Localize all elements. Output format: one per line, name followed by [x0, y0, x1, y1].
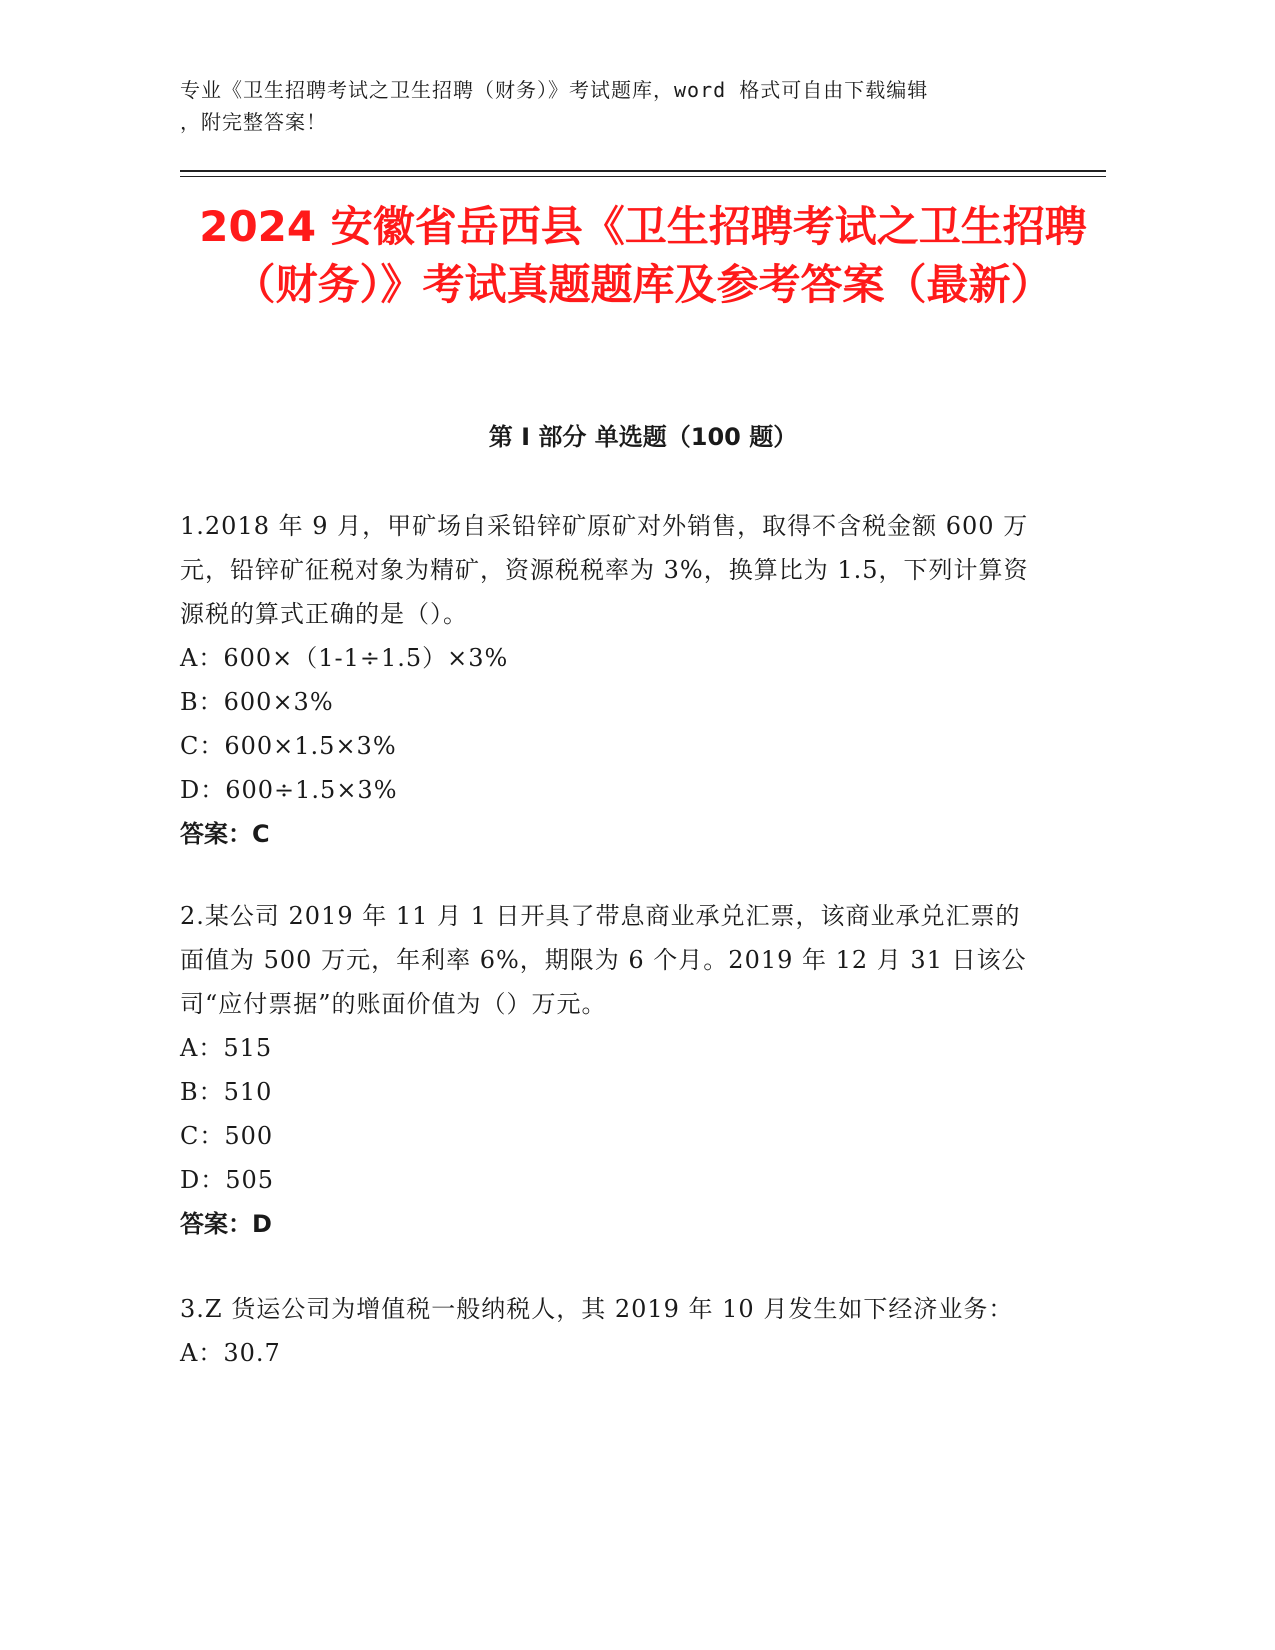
option-d: D：600÷1.5×3% [180, 776, 398, 804]
question-stem: 3.Z 货运公司为增值税一般纳税人，其 2019 年 10 月发生如下经济业务： [180, 1295, 1014, 1323]
option-d: D：505 [180, 1166, 275, 1194]
option-a: A：600×（1-1÷1.5）×3% [180, 644, 509, 672]
answer: 答案：D [180, 1210, 272, 1238]
question-1 [180, 504, 1040, 856]
answer: 答案：C [180, 820, 270, 848]
header-note-line1: 专业《卫生招聘考试之卫生招聘（财务）》考试题库，word 格式可自由下载编辑 [180, 78, 929, 102]
header-rule-thick [180, 170, 1106, 172]
question-3 [180, 1287, 1040, 1375]
option-c: C：500 [180, 1122, 274, 1150]
option-b: B：510 [180, 1078, 273, 1106]
header-rule-thin [180, 176, 1106, 177]
option-a: A：515 [180, 1034, 273, 1062]
option-b: B：600×3% [180, 688, 334, 716]
section-title: 第 I 部分 单选题（100 题） [488, 423, 798, 451]
question-stem: 1.2018 年 9 月，甲矿场自采铅锌矿原矿对外销售，取得不含税金额 600 万元，铅锌矿征税对象为精矿，资源税税率为 3%，换算比为 1.5，下列计算资源税的算式正确的是（）。 [180, 512, 1029, 628]
question-stem: 2.某公司 2019 年 11 月 1 日开具了带息商业承兑汇票，该商业承兑汇票的面值为 500 万元，年利率 6%，期限为 6 个月。2019 年 12 月 31 日该公司“应付票据”的账面价值为（）万元。 [180, 902, 1027, 1018]
header-note-line2: ，附完整答案！ [180, 110, 327, 134]
option-a: A：30.7 [180, 1339, 281, 1367]
header-note [180, 74, 1060, 138]
question-2 [180, 894, 1040, 1246]
document-title: 2024 安徽省岳西县《卫生招聘考试之卫生招聘（财务）》考试真题题库及参考答案（最新） [199, 202, 1087, 309]
option-c: C：600×1.5×3% [180, 732, 397, 760]
